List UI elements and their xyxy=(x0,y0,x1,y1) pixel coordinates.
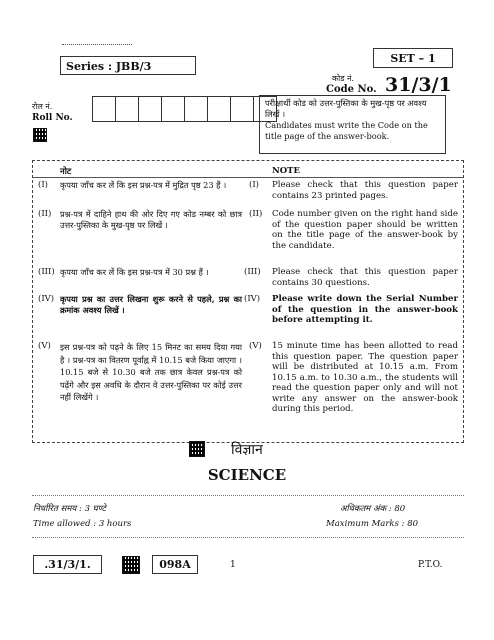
set-label: SET – 1 xyxy=(373,48,453,68)
item-number-hindi: (III) xyxy=(38,267,55,277)
note-item-hindi: इस प्रश्न-पत्र को पढ़ने के लिए 15 मिनट का समय दिया गया है । प्रश्न-पत्र का वितरण पूर्वाह्न में 10.15 बजे किया जाएगा । 10.15 बजे से 10.30 बजे तक छात्र केवल प्रश्न-पत्र को पढ़ेंगे और इस अवधि के दौरान वे उत्तर-पुस्तिका पर कोई उत्तर नहीं लिखेंगे । xyxy=(60,342,242,402)
note-item-english: 15 minute time has been allotted to read this question paper. The question paper will be distributed at 10.15 a.m. From 10.15 a.m. to 10.30 a.m., the students will read the question paper only and will not write any answer on the answer-book during this period. xyxy=(272,341,458,414)
note-item-english: Code number given on the right hand side of the question paper should be written on the title page of the answer-book by the candidate. xyxy=(272,209,458,251)
max-marks-hindi: अधिकतम अंक : 80 xyxy=(340,504,406,514)
roll-digit-box[interactable] xyxy=(230,96,254,122)
note-item-english: Please check that this question paper contains 23 printed pages. xyxy=(272,180,458,201)
subject-title: SCIENCE xyxy=(207,466,287,484)
notice-hindi: परीक्षार्थी कोड को उत्तर-पुस्तिका के मुख-पृष्ठ पर अवश्य लिखें । xyxy=(265,98,427,119)
code-number: 31/3/1 xyxy=(385,74,452,96)
item-number-english: (V) xyxy=(249,341,262,351)
roll-digit-box[interactable] xyxy=(138,96,162,122)
item-number-hindi: (IV) xyxy=(38,294,55,304)
code-label-hindi: कोड नं. xyxy=(332,74,355,83)
qr-code-icon xyxy=(189,441,205,457)
qr-code-icon xyxy=(122,556,140,574)
paper-code: 098A xyxy=(152,555,198,574)
qr-code-icon xyxy=(33,128,47,142)
series-label: Series : JBB/3 xyxy=(60,56,196,75)
roll-digit-box[interactable] xyxy=(92,96,116,122)
roll-digit-box[interactable] xyxy=(207,96,231,122)
divider-dotted xyxy=(32,537,464,538)
note-item-hindi: कृपया जाँच कर लें कि इस प्रश्न-पत्र में 30 प्रश्न हैं । xyxy=(60,267,209,277)
roll-label-hindi: रोल नं. xyxy=(32,102,53,111)
note-header-english: NOTE xyxy=(272,166,300,176)
max-marks-english: Maximum Marks : 80 xyxy=(326,519,419,529)
roll-digit-box[interactable] xyxy=(161,96,185,122)
time-allowed-english: Time allowed : 3 hours xyxy=(33,519,132,529)
note-item-hindi: कृपया जाँच कर लें कि इस प्रश्न-पत्र में मुद्रित पृष्ठ 23 हैं । xyxy=(60,180,227,190)
pto-label: P.T.O. xyxy=(418,560,443,570)
candidate-notice xyxy=(259,95,446,154)
notice-english: Candidates must write the Code on the title page of the answer-book. xyxy=(265,120,428,141)
time-allowed-hindi: निर्धारित समय : 3 घण्टे xyxy=(33,504,106,514)
item-number-hindi: (II) xyxy=(38,209,52,219)
note-item-english: Please check that this question paper contains 30 questions. xyxy=(272,267,458,288)
item-number-english: (II) xyxy=(249,209,263,219)
item-number-english: (III) xyxy=(244,267,261,277)
code-label-english: Code No. xyxy=(326,84,377,95)
roll-digit-box[interactable] xyxy=(184,96,208,122)
note-item-hindi: कृपया प्रश्न का उत्तर लिखना शुरू करने से पहले, प्रश्न का क्रमांक अवश्य लिखें । xyxy=(60,294,242,315)
note-item-english: Please write down the Serial Number of the question in the answer-book before attempting it. xyxy=(272,294,458,325)
roll-number-boxes[interactable] xyxy=(93,96,277,122)
item-number-english: (IV) xyxy=(244,294,261,304)
item-number-hindi: (V) xyxy=(38,341,51,351)
item-number-hindi: (I) xyxy=(38,180,48,190)
item-number-english: (I) xyxy=(249,180,259,190)
note-header-divider xyxy=(33,177,463,178)
top-dotted-line xyxy=(62,44,132,45)
note-item-hindi: प्रश्न-पत्र में दाहिने हाथ की ओर दिए गए कोड नम्बर को छात्र उत्तर-पुस्तिका के मुख-पृष्ठ पर लिखें । xyxy=(60,209,242,230)
roll-digit-box[interactable] xyxy=(115,96,139,122)
divider-dotted xyxy=(32,495,464,496)
page-number: 1 xyxy=(230,560,236,570)
roll-label-english: Roll No. xyxy=(32,113,73,123)
footer-code: .31/3/1. xyxy=(33,555,102,574)
note-header-hindi: नोट xyxy=(60,167,72,177)
subject-hindi: विज्ञान xyxy=(231,442,263,458)
